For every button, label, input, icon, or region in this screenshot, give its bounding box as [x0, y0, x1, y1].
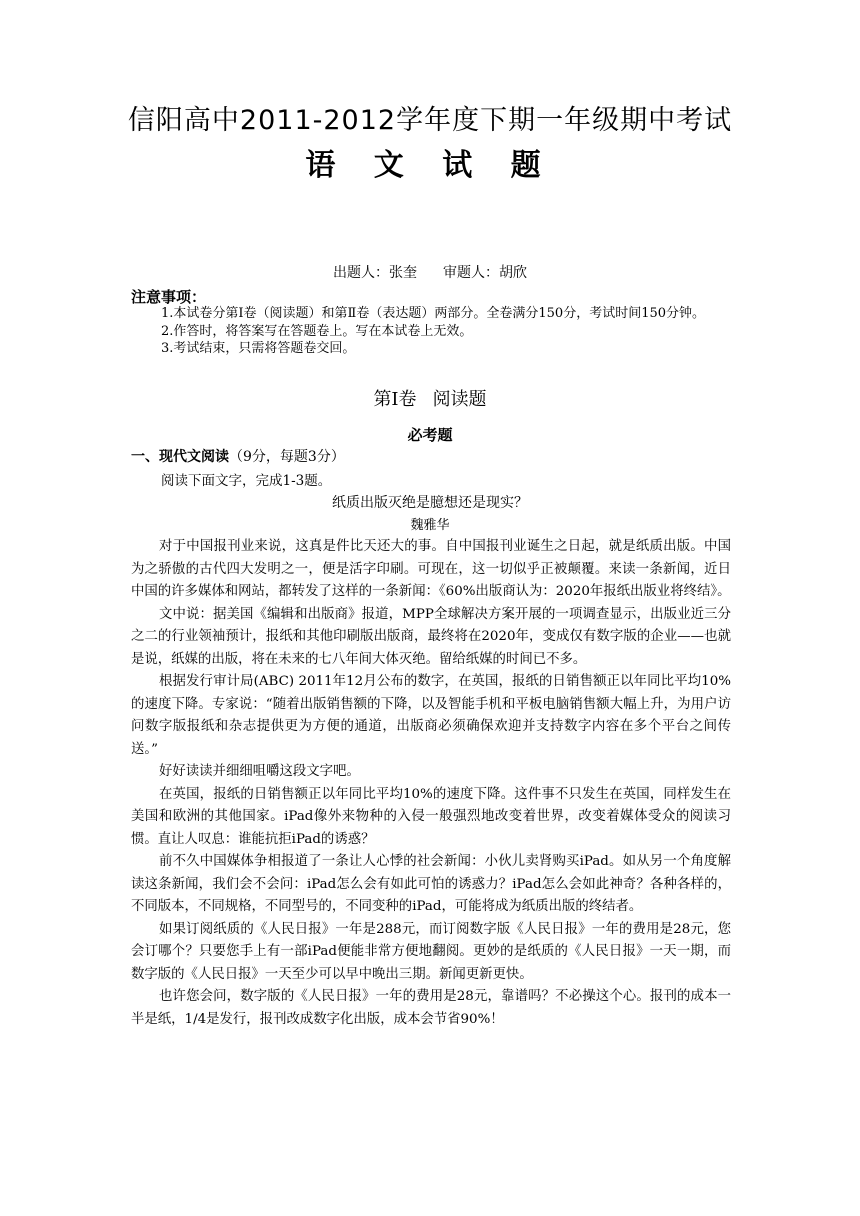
notice-item: 2.作答时，将答案写在答题卷上。写在本试卷上无效。: [161, 323, 473, 339]
article-body: [131, 536, 731, 1031]
section-title: 一、现代文阅读: [131, 449, 229, 465]
notice-item: 3.考试结束，只需将答题卷交回。: [161, 341, 356, 356]
article-title: 纸质出版灭绝是臆想还是现实？: [332, 495, 528, 511]
exam-title: 信阳高中2011-2012学年度下期一年级期中考试: [127, 105, 733, 136]
section-score: （9分，每题3分）: [229, 449, 345, 465]
volume-heading: [0, 385, 860, 411]
article-paragraph: 如果订阅纸质的《人民日报》一年是288元，而订阅数字版《人民日报》一年的费用是28元，您会订哪个？只要您手上有一部iPad便能非常方便地翻阅。更妙的是纸质的《人民日报》一天一期，而数字版的《人民日报》一天至少可以早中晚出三期。新闻更新更快。: [131, 921, 731, 982]
required-label: 必考题: [407, 426, 453, 444]
section-instruction: 阅读下面文字，完成1-3题。: [161, 473, 332, 489]
notice-item: 1.本试卷分第Ⅰ卷（阅读题）和第Ⅱ卷（表达题）两部分。全卷满分150分，考试时间150分钟。: [161, 306, 706, 321]
article-paragraph: 好好读读并细细咀嚼这段文字吧。: [159, 764, 360, 779]
question-setter: 出题人：张奎: [333, 265, 417, 281]
volume-label: 第Ⅰ卷: [373, 389, 417, 410]
authors-line: [0, 262, 860, 282]
article-paragraph: 也许您会问，数字版的《人民日报》一年的费用是28元，靠谱吗？不必操这个心。报刊的成本一半是纸，1/4是发行，报刊改成数字化出版，成本会节省90%！: [131, 989, 731, 1027]
notice-heading: 注意事项：: [131, 288, 207, 306]
notice-list: [131, 305, 731, 358]
article-paragraph: 前不久中国媒体争相报道了一条让人心悸的社会新闻：小伙儿卖肾购买iPad。如从另一个角度解读这条新闻，我们会不会问：iPad怎么会有如此可怕的诱惑力？iPad怎么会如此神奇？各种各样的，不同版本，不同规格，不同型号的，不同变种的iPad，可能将成为纸质出版的终结者。: [131, 854, 731, 914]
article-paragraph: 根据发行审计局(ABC) 2011年12月公布的数字，在英国，报纸的日销售额正以年同比平均10%的速度下降。专家说：“随着出版销售额的下降，以及智能手机和平板电脑销售额大幅上升，为用户访问数字版报纸和杂志提供更为方便的通道，出版商必须确保欢迎并支持数字内容在多个平台之间传送。”: [131, 674, 731, 757]
article-author: 魏雅华: [410, 518, 450, 533]
article-paragraph: 在英国，报纸的日销售额正以年同比平均10%的速度下降。这件事不只发生在英国，同样发生在美国和欧洲的其他国家。iPad像外来物种的入侵一般强烈地改变着世界，改变着媒体受众的阅读习惯。直让人叹息：谁能抗拒iPad的诱惑？: [131, 786, 731, 847]
article-paragraph: 对于中国报刊业来说，这真是件比天还大的事。自中国报刊业诞生之日起，就是纸质出版。中国为之骄傲的古代四大发明之一，便是活字印刷。可现在，这一切似乎正被颠覆。来读一条新闻，近日中国的许多媒体和网站，都转发了这样的一条新闻：《60%出版商认为：2020年报纸出版业将终结》。: [131, 539, 731, 599]
section-heading: [131, 446, 345, 466]
volume-name: 阅读题: [432, 389, 487, 410]
exam-subtitle: 语 文 试 题: [305, 148, 555, 183]
question-reviewer: 审题人：胡欣: [443, 265, 527, 281]
article-paragraph: 文中说：据美国《编辑和出版商》报道，MPP全球解决方案开展的一项调查显示，出版业近三分之二的行业领袖预计，报纸和其他印刷版出版商，最终将在2020年，变成仅有数字版的企业——也就是说，纸媒的出版，将在未来的七八年间大体灭绝。留给纸媒的时间已不多。: [131, 606, 731, 667]
